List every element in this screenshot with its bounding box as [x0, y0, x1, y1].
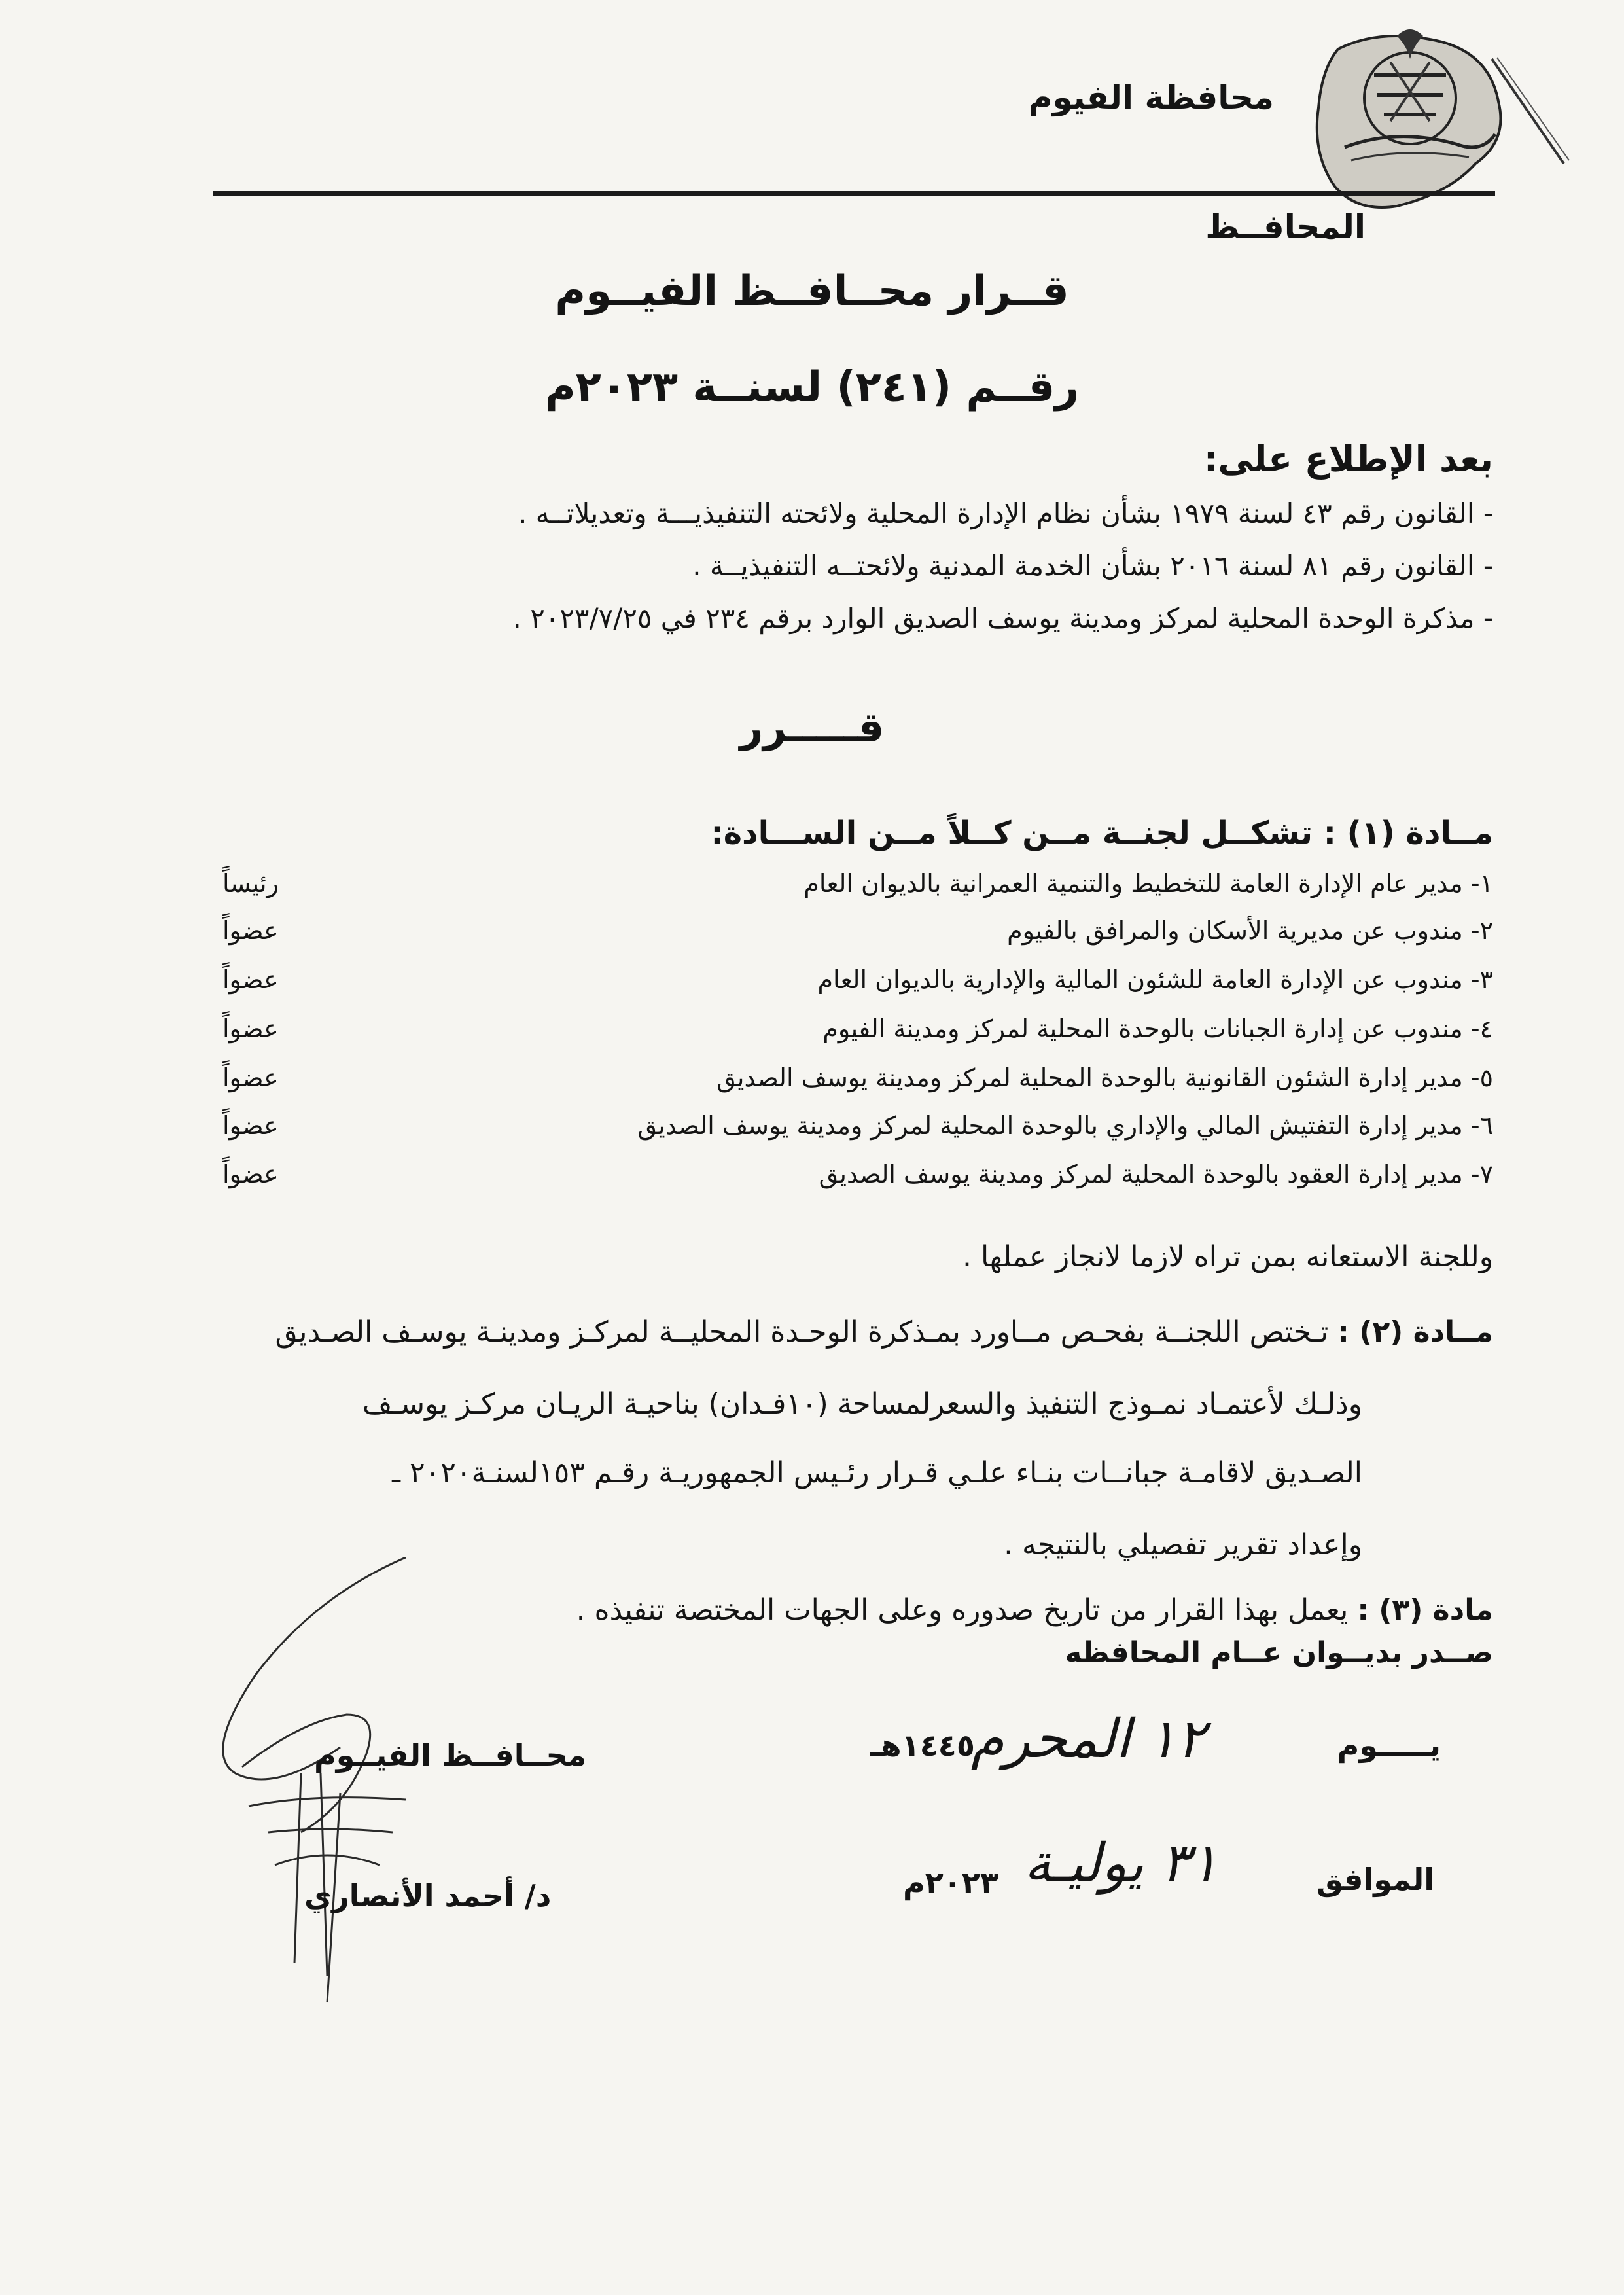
- member-role: رئيساً: [222, 869, 279, 898]
- committee-help-note: وللجنة الاستعانه بمن تراه لازما لانجاز عملها .: [962, 1240, 1493, 1273]
- decree-title: قــرار محــافــظ الفيــوم: [555, 267, 1069, 315]
- hijri-day: ١٢ المحرم: [970, 1708, 1205, 1770]
- governorate-name: محافظة الفيوم: [1028, 79, 1274, 116]
- article-2-line: [275, 1315, 1493, 1349]
- committee-member: ٧- مدير إدارة العقود بالوحدة المحلية لمركز ومدينة يوسف الصديق: [819, 1160, 1493, 1188]
- match-label: الموافق: [1316, 1862, 1434, 1897]
- article-3-text: يعمل بهذا القرار من تاريخ صدوره وعلى الجهات المختصة تنفيذه .: [576, 1593, 1349, 1627]
- member-role: عضواً: [222, 916, 279, 945]
- preamble-item: - مذكرة الوحدة المحلية لمركز ومدينة يوسف الصديق الوارد برقم ٢٣٤ في ٢٠٢٣/٧/٢٥ .: [512, 602, 1493, 634]
- committee-member: ٥- مدير إدارة الشئون القانونية بالوحدة المحلية لمركز ومدينة يوسف الصديق: [716, 1063, 1493, 1092]
- member-role: عضواً: [222, 1063, 279, 1092]
- handwritten-signature-icon: [131, 1557, 497, 2016]
- article-2-text: تـختص اللجنــة بفحـص مــاورد بمـذكرة الوحـدة المحليــة لمركـز ومدينـة يوسـف الصـديق: [275, 1315, 1329, 1349]
- preamble-item: - القانون رقم ٨١ لسنة ٢٠١٦ بشأن الخدمة المدنية ولائحتــه التنفيذيــة .: [692, 550, 1493, 582]
- committee-member: ٢- مندوب عن مديرية الأسكان والمرافق بالفيوم: [1007, 916, 1493, 945]
- member-role: عضواً: [222, 1111, 279, 1140]
- gregorian-year: ٢٠٢٣م: [903, 1865, 999, 1900]
- article-2-line: الصـديق لاقامـة جبانــات بنـاء علـي قـرار رئـيس الجمهوريـة رقـم ١٥٣لسنـة٢٠٢٠ ـ: [392, 1456, 1362, 1489]
- article-3-label: مادة (٣) :: [1357, 1593, 1493, 1627]
- member-role: عضواً: [222, 965, 279, 994]
- signatory-title: محــافــظ الفيــوم: [314, 1737, 587, 1773]
- preamble-item: - القانون رقم ٤٣ لسنة ١٩٧٩ بشأن نظام الإدارة المحلية ولائحته التنفيذيـــة وتعديلاتــه .: [518, 497, 1493, 529]
- hijri-year: ١٤٤٥هـ: [870, 1728, 975, 1763]
- signatory-name: د/ أحمد الأنصاري: [304, 1878, 552, 1913]
- committee-member: ١- مدير عام الإدارة العامة للتخطيط والتنمية العمرانية بالديوان العام: [803, 869, 1493, 898]
- article-2-line: وذلـك لأعتمـاد نمـوذج التنفيذ والسعرلمساحة (١٠فـدان) بناحيـة الريـان مركـز يوسـف: [362, 1387, 1362, 1421]
- article-2-label: مــادة (٢) :: [1337, 1315, 1493, 1349]
- committee-member: ٦- مدير إدارة التفتيش المالي والإداري بالوحدة المحلية لمركز ومدينة يوسف الصديق: [637, 1111, 1493, 1140]
- article-3-line: [576, 1593, 1493, 1627]
- committee-member: ٤- مندوب عن إدارة الجبانات بالوحدة المحلية لمركز ومدينة الفيوم: [822, 1014, 1493, 1043]
- office-title: المحافــظ: [1205, 208, 1366, 246]
- governorate-seal-icon: [1299, 23, 1515, 219]
- decided-heading: قـــــرر: [739, 703, 885, 751]
- article-2-line: وإعداد تقرير تفصيلي بالنتيجه .: [1004, 1528, 1362, 1561]
- gregorian-day: ٣١ يوليـة: [1023, 1832, 1218, 1895]
- header-divider: [213, 191, 1495, 196]
- article-1-title: مــادة (١) : تشكــل لجنــة مــن كــلاً مــن الســـادة:: [711, 815, 1493, 851]
- decree-number: رقــم (٢٤١) لسنــة ٢٠٢٣م: [544, 363, 1080, 412]
- issued-at: صــدر بديــوان عــام المحافظه: [1065, 1636, 1493, 1669]
- day-label: يـــــوم: [1337, 1728, 1441, 1763]
- member-role: عضواً: [222, 1160, 279, 1188]
- preamble-heading: بعد الإطلاع على:: [1203, 438, 1493, 480]
- committee-member: ٣- مندوب عن الإدارة العامة للشئون المالية والإدارية بالديوان العام: [817, 965, 1493, 994]
- member-role: عضواً: [222, 1014, 279, 1043]
